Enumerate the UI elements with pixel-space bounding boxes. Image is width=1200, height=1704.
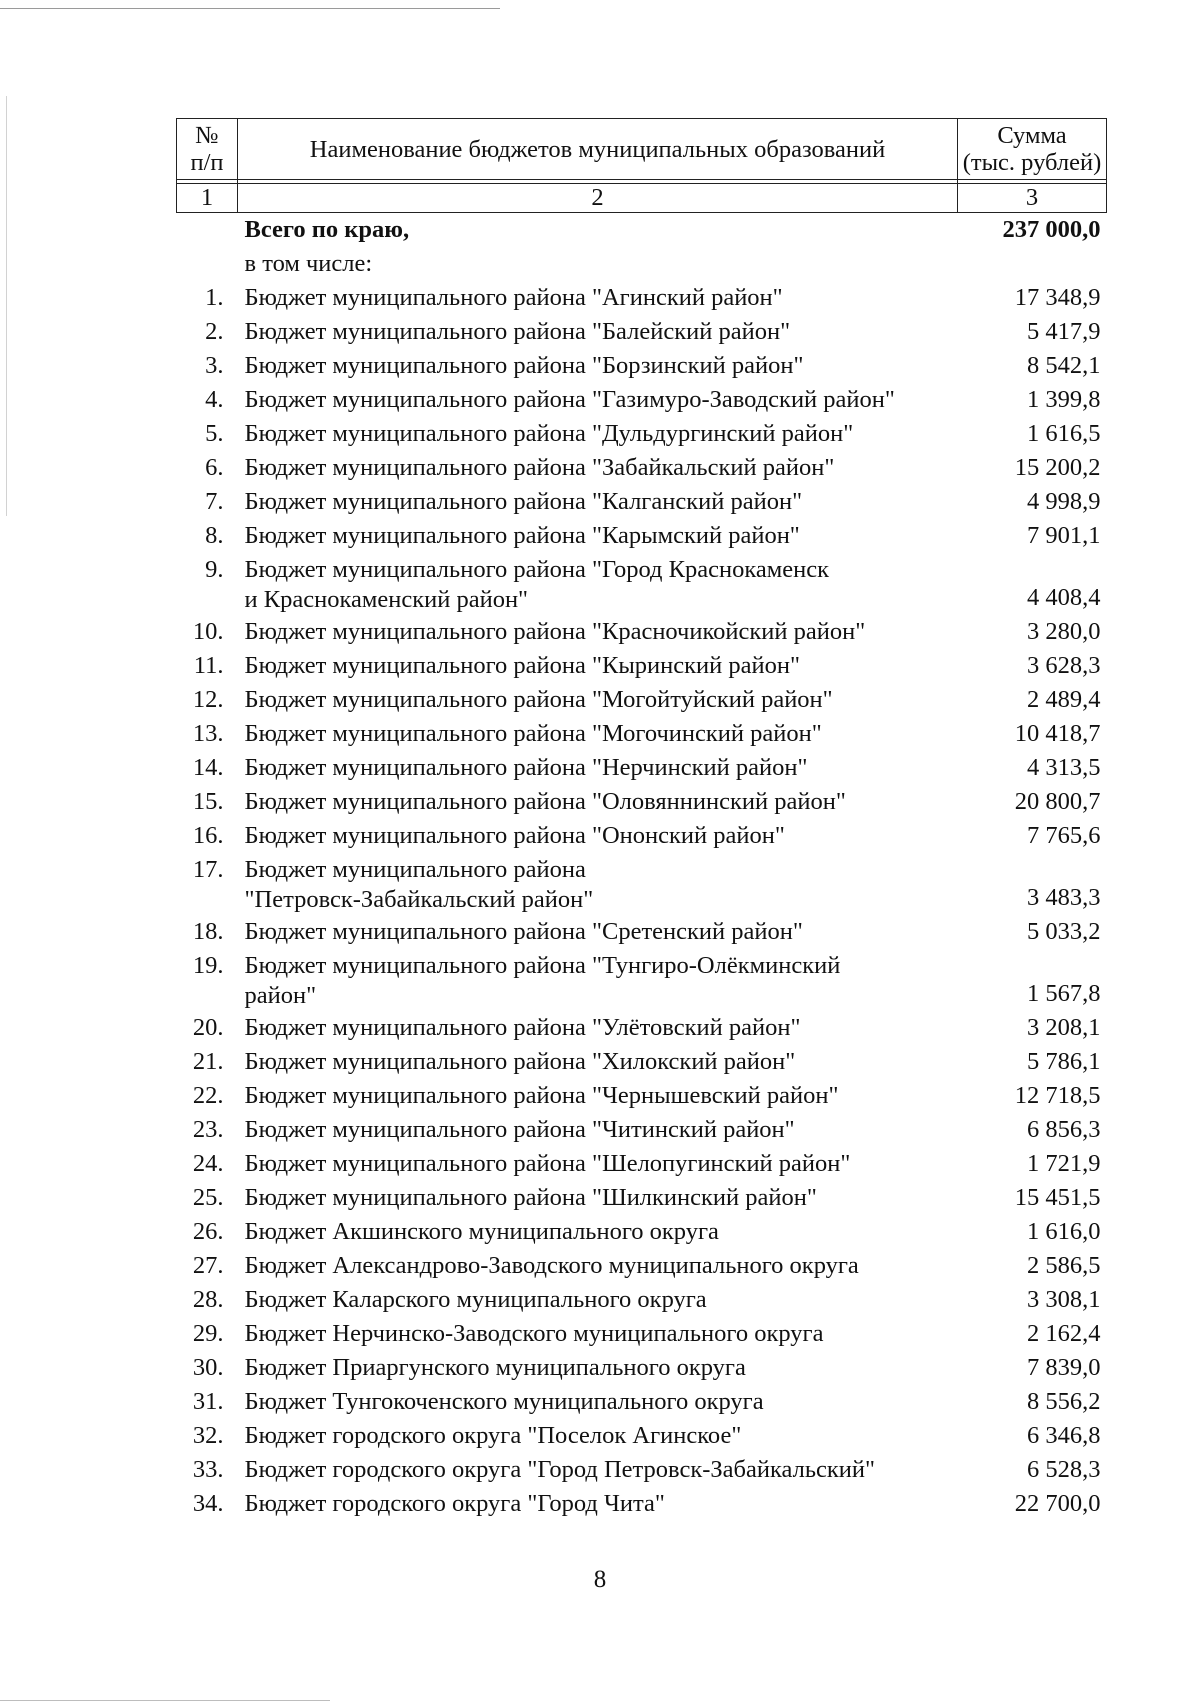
row-number: 30. [192, 1354, 224, 1381]
row-amount: 2 489,4 [1027, 686, 1101, 713]
row-number: 4. [205, 386, 224, 413]
row-name: Бюджет муниципального района "Могочинский район" [244, 720, 822, 747]
row-amount: 1 616,0 [1027, 1218, 1101, 1245]
column-number-2: 2 [238, 184, 958, 213]
row-amount: 8 556,2 [1027, 1388, 1101, 1415]
total-row [177, 213, 1107, 248]
row-amount: 5 417,9 [1027, 318, 1101, 345]
row-number: 20. [192, 1014, 224, 1041]
row-amount: 6 528,3 [1027, 1456, 1101, 1483]
table-row [177, 315, 1107, 349]
row-number: 2. [205, 318, 224, 345]
row-name: Бюджет муниципального района "Город Краснокаменск и Краснокаменский район" [244, 556, 829, 613]
subtotal-caption-row [177, 247, 1107, 281]
header-name-cell: Наименование бюджетов муниципальных образований [238, 119, 958, 180]
table-row [177, 1283, 1107, 1317]
row-amount: 4 408,4 [1027, 584, 1101, 611]
row-number: 12. [192, 686, 224, 713]
table-row [177, 915, 1107, 949]
row-number: 15. [192, 788, 224, 815]
row-number: 31. [192, 1388, 224, 1415]
row-number: 25. [192, 1184, 224, 1211]
row-number: 8. [205, 522, 224, 549]
row-name: Бюджет муниципального района "Карымский район" [244, 522, 800, 549]
row-amount: 7 839,0 [1027, 1354, 1101, 1381]
row-amount: 7 901,1 [1027, 522, 1101, 549]
row-number: 11. [193, 652, 224, 679]
row-name: Бюджет Приаргунского муниципального округа [244, 1354, 746, 1381]
row-name: Бюджет муниципального района "Дульдургинский район" [244, 420, 854, 447]
table-row [177, 519, 1107, 553]
row-amount: 1 721,9 [1027, 1150, 1101, 1177]
table-body [177, 213, 1107, 1522]
row-amount: 1 567,8 [1027, 980, 1101, 1007]
row-amount: 5 033,2 [1027, 918, 1101, 945]
row-name: Бюджет Каларского муниципального округа [244, 1286, 707, 1313]
row-amount: 3 308,1 [1027, 1286, 1101, 1313]
row-name: Бюджет городского округа "Город Чита" [244, 1490, 665, 1517]
row-number: 23. [192, 1116, 224, 1143]
row-number: 21. [192, 1048, 224, 1075]
row-number: 32. [192, 1422, 224, 1449]
table-row [177, 615, 1107, 649]
row-name: Бюджет Акшинского муниципального округа [244, 1218, 719, 1245]
table-row [177, 451, 1107, 485]
row-number: 28. [192, 1286, 224, 1313]
table-row [177, 1181, 1107, 1215]
table-row [177, 1011, 1107, 1045]
row-name: Бюджет муниципального района "Газимуро-Заводский район" [244, 386, 895, 413]
table-row [177, 1385, 1107, 1419]
row-number: 27. [192, 1252, 224, 1279]
table-row [177, 1249, 1107, 1283]
table-row [177, 819, 1107, 853]
row-name: Бюджет муниципального района "Нерчинский район" [244, 754, 808, 781]
table-row [177, 853, 1107, 915]
table-row [177, 553, 1107, 615]
row-number: 14. [192, 754, 224, 781]
row-amount: 12 718,5 [1014, 1082, 1101, 1109]
budget-table [176, 118, 1107, 1521]
table-row [177, 751, 1107, 785]
row-amount: 5 786,1 [1027, 1048, 1101, 1075]
scan-artifact-line-bottom [0, 1700, 330, 1701]
row-amount: 3 208,1 [1027, 1014, 1101, 1041]
row-amount: 20 800,7 [1014, 788, 1101, 815]
row-amount: 2 162,4 [1027, 1320, 1101, 1347]
row-name: Бюджет муниципального района "Ононский район" [244, 822, 785, 849]
table-row [177, 683, 1107, 717]
row-amount: 1 399,8 [1027, 386, 1101, 413]
row-amount: 17 348,9 [1014, 284, 1101, 311]
column-number-3: 3 [958, 184, 1107, 213]
column-number-row [177, 184, 1107, 213]
row-number: 19. [192, 952, 224, 979]
scan-artifact-edge-left [6, 96, 7, 516]
row-amount: 8 542,1 [1027, 352, 1101, 379]
table-row [177, 349, 1107, 383]
table-row [177, 949, 1107, 1011]
page-number: 8 [593, 1566, 607, 1593]
row-name: Бюджет муниципального района "Калганский район" [244, 488, 803, 515]
row-amount: 3 628,3 [1027, 652, 1101, 679]
row-number: 3. [205, 352, 224, 379]
table-row [177, 1419, 1107, 1453]
row-number: 24. [192, 1150, 224, 1177]
table-row [177, 785, 1107, 819]
row-number: 17. [192, 856, 224, 883]
row-amount: 4 313,5 [1027, 754, 1101, 781]
row-name: Бюджет муниципального района "Сретенский район" [244, 918, 803, 945]
row-number: 5. [205, 420, 224, 447]
row-name: Бюджет муниципального района "Читинский район" [244, 1116, 795, 1143]
table-row [177, 649, 1107, 683]
row-name: Бюджет муниципального района "Шелопугинский район" [244, 1150, 851, 1177]
row-number: 6. [205, 454, 224, 481]
row-name: Бюджет муниципального района "Борзинский район" [244, 352, 804, 379]
table-row [177, 717, 1107, 751]
row-amount: 1 616,5 [1027, 420, 1101, 447]
header-number-cell: № п/п [177, 119, 238, 180]
row-name: Бюджет городского округа "Поселок Агинское" [244, 1422, 742, 1449]
table-row [177, 1045, 1107, 1079]
table-row [177, 1079, 1107, 1113]
row-amount: 6 856,3 [1027, 1116, 1101, 1143]
table-row [177, 1147, 1107, 1181]
row-name: Бюджет муниципального района "Тунгиро-Олёкминский район" [244, 952, 841, 1009]
table-row [177, 1113, 1107, 1147]
row-name: Бюджет Нерчинско-Заводского муниципального округа [244, 1320, 824, 1347]
row-amount: 3 280,0 [1027, 618, 1101, 645]
table-row [177, 1453, 1107, 1487]
row-name: Бюджет муниципального района "Кыринский район" [244, 652, 800, 679]
row-number: 16. [192, 822, 224, 849]
table-header-row [177, 119, 1107, 180]
sub-label: в том числе: [244, 250, 373, 277]
row-name: Бюджет муниципального района "Оловяннинский район" [244, 788, 846, 815]
row-name: Бюджет муниципального района "Улётовский район" [244, 1014, 801, 1041]
row-name: Бюджет муниципального района "Забайкальский район" [244, 454, 835, 481]
row-number: 18. [192, 918, 224, 945]
row-name: Бюджет городского округа "Город Петровск-Забайкальский" [244, 1456, 876, 1483]
row-name: Бюджет муниципального района "Чернышевский район" [244, 1082, 839, 1109]
table-row [177, 417, 1107, 451]
row-amount: 6 346,8 [1027, 1422, 1101, 1449]
row-amount: 10 418,7 [1014, 720, 1101, 747]
row-number: 10. [192, 618, 224, 645]
scan-artifact-line-top [0, 8, 500, 9]
row-name: Бюджет Александрово-Заводского муниципального округа [244, 1252, 859, 1279]
row-number: 13. [192, 720, 224, 747]
row-name: Бюджет Тунгокоченского муниципального округа [244, 1388, 764, 1415]
table-row [177, 485, 1107, 519]
table-row [177, 383, 1107, 417]
row-name: Бюджет муниципального района "Шилкинский район" [244, 1184, 817, 1211]
row-name: Бюджет муниципального района "Петровск-Забайкальский район" [244, 856, 594, 913]
row-amount: 3 483,3 [1027, 884, 1101, 911]
row-number: 34. [192, 1490, 224, 1517]
row-number: 26. [192, 1218, 224, 1245]
row-number: 7. [205, 488, 224, 515]
header-sum-cell: Сумма (тыс. рублей) [958, 119, 1107, 180]
row-amount: 2 586,5 [1027, 1252, 1101, 1279]
row-name: Бюджет муниципального района "Могойтуйский район" [244, 686, 833, 713]
row-number: 29. [192, 1320, 224, 1347]
column-number-1: 1 [177, 184, 238, 213]
table-row [177, 1215, 1107, 1249]
row-amount: 4 998,9 [1027, 488, 1101, 515]
row-number: 33. [192, 1456, 224, 1483]
row-name: Бюджет муниципального района "Балейский район" [244, 318, 791, 345]
row-amount: 22 700,0 [1014, 1490, 1101, 1517]
row-name: Бюджет муниципального района "Хилокский район" [244, 1048, 796, 1075]
row-amount: 15 200,2 [1014, 454, 1101, 481]
row-number: 1. [205, 284, 224, 311]
row-amount: 7 765,6 [1027, 822, 1101, 849]
row-name: Бюджет муниципального района "Агинский район" [244, 284, 783, 311]
row-amount: 15 451,5 [1014, 1184, 1101, 1211]
total-value: 237 000,0 [1002, 216, 1101, 243]
table-row [177, 1317, 1107, 1351]
row-number: 9. [205, 556, 224, 583]
total-label: Всего по краю, [244, 216, 410, 243]
table-row [177, 281, 1107, 315]
table-row [177, 1487, 1107, 1521]
row-name: Бюджет муниципального района "Красночикойский район" [244, 618, 866, 645]
table-row [177, 1351, 1107, 1385]
row-number: 22. [192, 1082, 224, 1109]
